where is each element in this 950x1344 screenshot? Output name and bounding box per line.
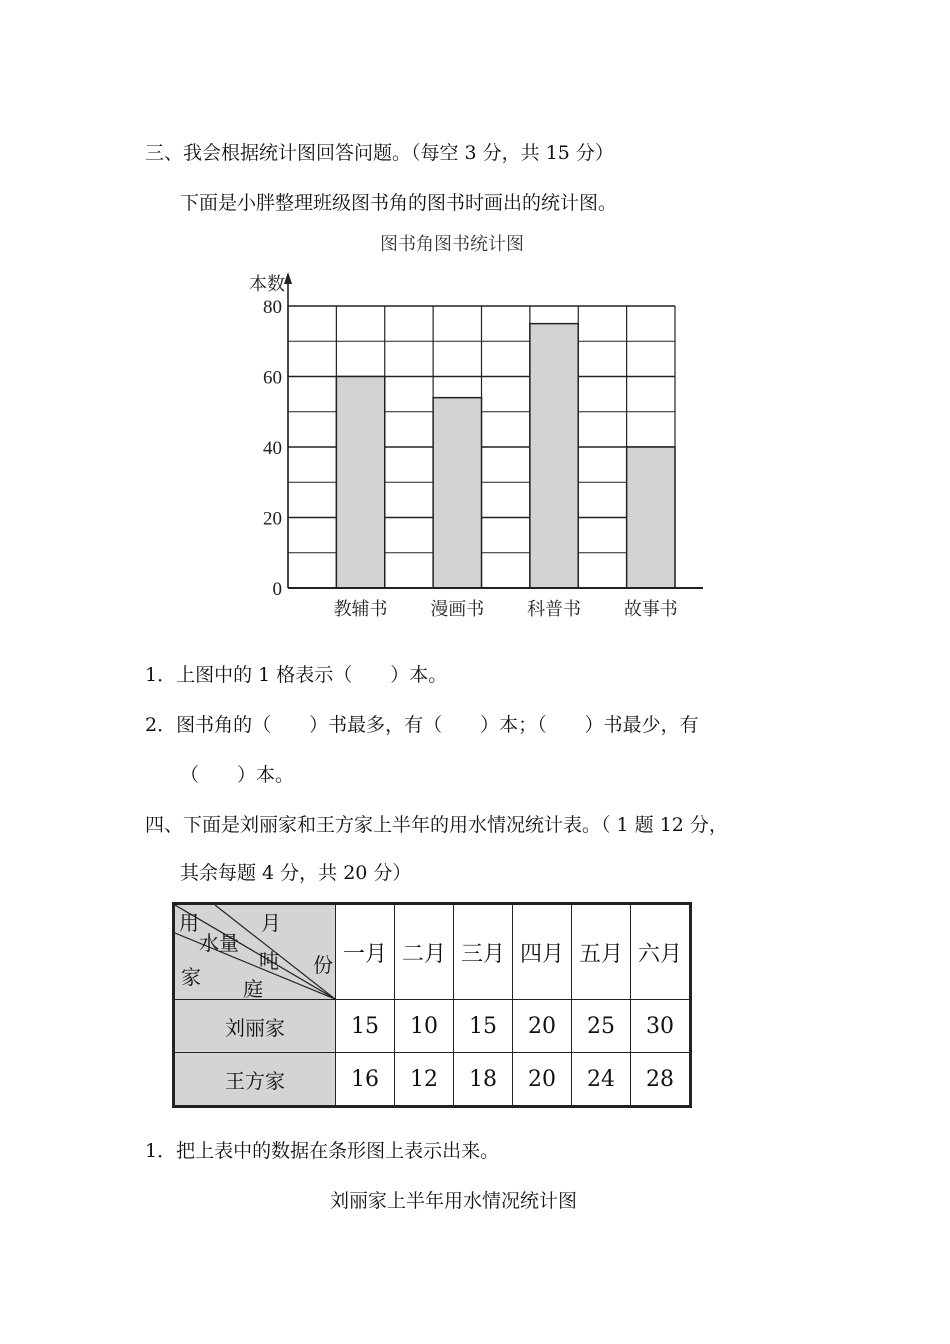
month-header: 一月 xyxy=(336,904,395,1000)
bar xyxy=(627,447,675,588)
question-2-line2: （ ）本。 xyxy=(180,764,295,786)
month-header: 五月 xyxy=(572,904,631,1000)
table-row xyxy=(174,1000,691,1053)
corner-label-jia: 家 xyxy=(181,965,201,989)
y-axis-label: 本数 xyxy=(249,274,285,295)
table-cell: 10 xyxy=(395,1000,454,1053)
table-cell: 12 xyxy=(395,1053,454,1107)
water-usage-table xyxy=(172,902,692,1108)
month-header: 三月 xyxy=(454,904,513,1000)
row-label: 王方家 xyxy=(174,1053,336,1107)
bar xyxy=(433,398,481,588)
table-cell: 15 xyxy=(454,1000,513,1053)
bar xyxy=(530,324,578,588)
y-tick-label: 20 xyxy=(263,508,282,530)
x-category-label: 教辅书 xyxy=(333,599,388,620)
table-cell: 25 xyxy=(572,1000,631,1053)
bar xyxy=(336,377,384,589)
table-cell: 30 xyxy=(631,1000,691,1053)
table-corner-header xyxy=(174,904,336,1000)
y-tick-label: 0 xyxy=(272,579,282,600)
table-cell: 20 xyxy=(513,1000,572,1053)
corner-label-fen: 份 xyxy=(313,953,333,977)
x-category-label: 漫画书 xyxy=(430,599,485,620)
section4-question-1: 1．把上表中的数据在条形图上表示出来。 xyxy=(145,1140,500,1162)
table-row xyxy=(174,1053,691,1107)
question-1: 1．上图中的 1 格表示（ ）本。 xyxy=(145,664,448,686)
month-header: 六月 xyxy=(631,904,691,1000)
corner-label-shuiliang: 水量 xyxy=(199,931,239,955)
corner-label-yue: 月 xyxy=(261,911,281,935)
chart-title: 图书角图书统计图 xyxy=(380,234,524,255)
x-category-label: 科普书 xyxy=(527,599,582,620)
month-header: 二月 xyxy=(395,904,454,1000)
table-cell: 20 xyxy=(513,1053,572,1107)
next-chart-title: 刘丽家上半年用水情况统计图 xyxy=(330,1190,578,1212)
corner-label-ting: 庭 xyxy=(243,977,263,1001)
table-cell: 28 xyxy=(631,1053,691,1107)
month-header: 四月 xyxy=(513,904,572,1000)
x-category-label: 故事书 xyxy=(623,599,678,620)
section3-heading: 三、我会根据统计图回答问题。（每空 3 分，共 15 分） xyxy=(145,142,614,164)
table-cell: 15 xyxy=(336,1000,395,1053)
y-tick-label: 80 xyxy=(263,297,282,318)
y-axis-arrow xyxy=(284,272,292,284)
table-cell: 24 xyxy=(572,1053,631,1107)
bar-chart xyxy=(225,262,715,632)
table-cell: 18 xyxy=(454,1053,513,1107)
row-label: 刘丽家 xyxy=(174,1000,336,1053)
y-tick-label: 60 xyxy=(263,367,282,389)
corner-label-yong: 用 xyxy=(179,911,199,935)
corner-label-dun: 吨 xyxy=(259,949,279,973)
y-tick-label: 40 xyxy=(263,438,282,459)
section3-intro: 下面是小胖整理班级图书角的图书时画出的统计图。 xyxy=(180,192,618,214)
section4-heading-line2: 其余每题 4 分，共 20 分） xyxy=(180,862,412,884)
table-cell: 16 xyxy=(336,1053,395,1107)
section4-heading-line1: 四、下面是刘丽家和王方家上半年的用水情况统计表。（ 1 题 12 分， xyxy=(145,814,728,836)
question-2-line1: 2．图书角的（ ）书最多，有（ ）本；（ ）书最少，有 xyxy=(145,714,699,736)
